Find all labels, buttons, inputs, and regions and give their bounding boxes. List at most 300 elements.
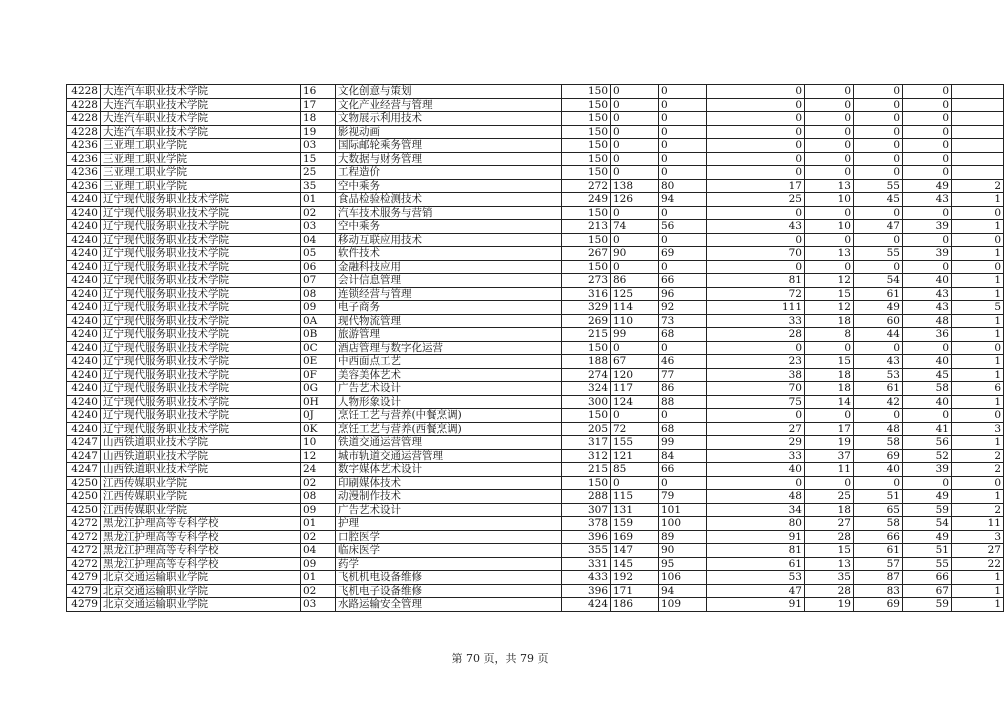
school-name-cell: 辽宁现代服务职业技术学院 <box>101 301 301 315</box>
admission-data-table <box>66 84 1004 612</box>
score-col-b-cell: 0 <box>805 409 854 423</box>
table-row <box>67 125 1004 139</box>
score-col-d-cell: 51 <box>903 544 952 558</box>
score-col-d-cell: 59 <box>903 598 952 612</box>
applicants-cell: 169 <box>611 530 659 544</box>
score-col-d-cell: 52 <box>903 449 952 463</box>
score-col-b-cell: 28 <box>805 530 854 544</box>
score-col-a-cell: 0 <box>707 260 805 274</box>
score-col-b-cell: 13 <box>805 557 854 571</box>
score-col-d-cell: 49 <box>903 179 952 193</box>
score-col-b-cell: 0 <box>805 476 854 490</box>
score-col-b-cell: 10 <box>805 220 854 234</box>
school-name-cell: 三亚理工职业学院 <box>101 139 301 153</box>
plan-count-cell: 273 <box>562 274 611 288</box>
score-col-c-cell: 45 <box>854 193 903 207</box>
school-name-cell: 大连汽车职业技术学院 <box>101 85 301 99</box>
school-name-cell: 黑龙江护理高等专科学校 <box>101 517 301 531</box>
score-col-a-cell: 81 <box>707 544 805 558</box>
score-col-d-cell: 39 <box>903 247 952 261</box>
admitted-cell: 0 <box>659 409 707 423</box>
score-col-c-cell: 0 <box>854 98 903 112</box>
table-row <box>67 314 1004 328</box>
score-col-e-cell: 6 <box>952 382 1004 396</box>
school-code-cell: 4228 <box>67 112 101 126</box>
score-col-a-cell: 17 <box>707 179 805 193</box>
school-name-cell: 黑龙江护理高等专科学校 <box>101 544 301 558</box>
major-code-cell: 09 <box>301 301 336 315</box>
score-col-d-cell: 45 <box>903 368 952 382</box>
plan-count-cell: 150 <box>562 166 611 180</box>
major-name-cell: 金融科技应用 <box>336 260 562 274</box>
score-col-b-cell: 18 <box>805 368 854 382</box>
admitted-cell: 0 <box>659 166 707 180</box>
score-col-d-cell: 0 <box>903 476 952 490</box>
admitted-cell: 80 <box>659 179 707 193</box>
score-col-a-cell: 43 <box>707 220 805 234</box>
score-col-e-cell: 0 <box>952 260 1004 274</box>
score-col-a-cell: 91 <box>707 530 805 544</box>
table-row <box>67 449 1004 463</box>
score-col-b-cell: 10 <box>805 193 854 207</box>
score-col-d-cell: 40 <box>903 274 952 288</box>
admitted-cell: 0 <box>659 98 707 112</box>
applicants-cell: 0 <box>611 409 659 423</box>
applicants-cell: 0 <box>611 85 659 99</box>
plan-count-cell: 267 <box>562 247 611 261</box>
major-name-cell: 广告艺术设计 <box>336 382 562 396</box>
plan-count-cell: 150 <box>562 125 611 139</box>
school-code-cell: 4250 <box>67 503 101 517</box>
major-code-cell: 10 <box>301 436 336 450</box>
applicants-cell: 0 <box>611 341 659 355</box>
score-col-d-cell: 0 <box>903 112 952 126</box>
school-name-cell: 辽宁现代服务职业技术学院 <box>101 220 301 234</box>
table-row <box>67 328 1004 342</box>
admitted-cell: 0 <box>659 152 707 166</box>
score-col-b-cell: 14 <box>805 395 854 409</box>
school-code-cell: 4272 <box>67 530 101 544</box>
applicants-cell: 192 <box>611 571 659 585</box>
score-col-e-cell <box>952 152 1004 166</box>
table-row <box>67 247 1004 261</box>
plan-count-cell: 213 <box>562 220 611 234</box>
school-code-cell: 4240 <box>67 382 101 396</box>
admitted-cell: 95 <box>659 557 707 571</box>
major-code-cell: 02 <box>301 530 336 544</box>
school-code-cell: 4228 <box>67 85 101 99</box>
major-name-cell: 水路运输安全管理 <box>336 598 562 612</box>
table-row <box>67 557 1004 571</box>
score-col-c-cell: 0 <box>854 409 903 423</box>
score-col-c-cell: 0 <box>854 476 903 490</box>
score-col-c-cell: 61 <box>854 287 903 301</box>
score-col-c-cell: 53 <box>854 368 903 382</box>
major-name-cell: 数字媒体艺术设计 <box>336 463 562 477</box>
school-name-cell: 辽宁现代服务职业技术学院 <box>101 260 301 274</box>
school-name-cell: 辽宁现代服务职业技术学院 <box>101 368 301 382</box>
major-code-cell: 09 <box>301 557 336 571</box>
score-col-e-cell: 1 <box>952 355 1004 369</box>
major-code-cell: 02 <box>301 476 336 490</box>
score-col-c-cell: 83 <box>854 584 903 598</box>
score-col-b-cell: 0 <box>805 233 854 247</box>
school-name-cell: 山西铁道职业技术学院 <box>101 463 301 477</box>
score-col-a-cell: 0 <box>707 166 805 180</box>
admitted-cell: 90 <box>659 544 707 558</box>
table-row <box>67 463 1004 477</box>
score-col-d-cell: 39 <box>903 463 952 477</box>
school-code-cell: 4236 <box>67 152 101 166</box>
table-row <box>67 112 1004 126</box>
school-code-cell: 4240 <box>67 233 101 247</box>
score-col-b-cell: 0 <box>805 139 854 153</box>
major-code-cell: 01 <box>301 517 336 531</box>
applicants-cell: 0 <box>611 152 659 166</box>
score-col-e-cell: 1 <box>952 368 1004 382</box>
major-name-cell: 广告艺术设计 <box>336 503 562 517</box>
plan-count-cell: 396 <box>562 584 611 598</box>
major-name-cell: 软件技术 <box>336 247 562 261</box>
applicants-cell: 74 <box>611 220 659 234</box>
table-row <box>67 584 1004 598</box>
score-col-c-cell: 0 <box>854 125 903 139</box>
major-name-cell: 酒店管理与数字化运营 <box>336 341 562 355</box>
table-row <box>67 436 1004 450</box>
score-col-e-cell: 3 <box>952 422 1004 436</box>
admitted-cell: 0 <box>659 139 707 153</box>
plan-count-cell: 150 <box>562 260 611 274</box>
school-name-cell: 江西传媒职业学院 <box>101 490 301 504</box>
admitted-cell: 46 <box>659 355 707 369</box>
school-code-cell: 4240 <box>67 193 101 207</box>
score-col-b-cell: 19 <box>805 436 854 450</box>
school-name-cell: 辽宁现代服务职业技术学院 <box>101 193 301 207</box>
major-name-cell: 旅游管理 <box>336 328 562 342</box>
applicants-cell: 85 <box>611 463 659 477</box>
admitted-cell: 94 <box>659 584 707 598</box>
applicants-cell: 121 <box>611 449 659 463</box>
school-code-cell: 4279 <box>67 598 101 612</box>
school-code-cell: 4240 <box>67 314 101 328</box>
school-code-cell: 4236 <box>67 139 101 153</box>
major-code-cell: 07 <box>301 274 336 288</box>
major-code-cell: 0G <box>301 382 336 396</box>
applicants-cell: 147 <box>611 544 659 558</box>
applicants-cell: 110 <box>611 314 659 328</box>
major-name-cell: 连锁经营与管理 <box>336 287 562 301</box>
score-col-a-cell: 34 <box>707 503 805 517</box>
score-col-d-cell: 67 <box>903 584 952 598</box>
major-code-cell: 16 <box>301 85 336 99</box>
admitted-cell: 96 <box>659 287 707 301</box>
major-name-cell: 文化产业经营与管理 <box>336 98 562 112</box>
admitted-cell: 66 <box>659 274 707 288</box>
table-row <box>67 233 1004 247</box>
score-col-b-cell: 0 <box>805 341 854 355</box>
score-col-d-cell: 66 <box>903 571 952 585</box>
school-name-cell: 辽宁现代服务职业技术学院 <box>101 422 301 436</box>
school-name-cell: 江西传媒职业学院 <box>101 476 301 490</box>
school-name-cell: 江西传媒职业学院 <box>101 503 301 517</box>
plan-count-cell: 150 <box>562 409 611 423</box>
major-code-cell: 17 <box>301 98 336 112</box>
plan-count-cell: 215 <box>562 463 611 477</box>
score-col-a-cell: 0 <box>707 112 805 126</box>
major-code-cell: 18 <box>301 112 336 126</box>
admitted-cell: 0 <box>659 112 707 126</box>
school-name-cell: 辽宁现代服务职业技术学院 <box>101 247 301 261</box>
major-code-cell: 0A <box>301 314 336 328</box>
school-name-cell: 大连汽车职业技术学院 <box>101 98 301 112</box>
school-name-cell: 北京交通运输职业学院 <box>101 598 301 612</box>
admitted-cell: 0 <box>659 206 707 220</box>
admitted-cell: 100 <box>659 517 707 531</box>
school-name-cell: 辽宁现代服务职业技术学院 <box>101 314 301 328</box>
score-col-a-cell: 0 <box>707 139 805 153</box>
school-code-cell: 4240 <box>67 206 101 220</box>
score-col-a-cell: 47 <box>707 584 805 598</box>
admitted-cell: 77 <box>659 368 707 382</box>
score-col-c-cell: 60 <box>854 314 903 328</box>
major-name-cell: 烹饪工艺与营养(西餐烹调) <box>336 422 562 436</box>
major-name-cell: 飞机电子设备维修 <box>336 584 562 598</box>
applicants-cell: 124 <box>611 395 659 409</box>
score-col-a-cell: 0 <box>707 233 805 247</box>
score-col-b-cell: 17 <box>805 422 854 436</box>
applicants-cell: 114 <box>611 301 659 315</box>
plan-count-cell: 424 <box>562 598 611 612</box>
school-name-cell: 三亚理工职业学院 <box>101 166 301 180</box>
school-name-cell: 辽宁现代服务职业技术学院 <box>101 206 301 220</box>
score-col-c-cell: 0 <box>854 166 903 180</box>
admitted-cell: 92 <box>659 301 707 315</box>
score-col-c-cell: 55 <box>854 179 903 193</box>
score-col-b-cell: 15 <box>805 544 854 558</box>
plan-count-cell: 188 <box>562 355 611 369</box>
applicants-cell: 99 <box>611 328 659 342</box>
plan-count-cell: 307 <box>562 503 611 517</box>
plan-count-cell: 269 <box>562 314 611 328</box>
score-col-d-cell: 36 <box>903 328 952 342</box>
score-col-b-cell: 0 <box>805 112 854 126</box>
plan-count-cell: 150 <box>562 476 611 490</box>
score-col-c-cell: 58 <box>854 517 903 531</box>
admitted-cell: 68 <box>659 422 707 436</box>
plan-count-cell: 249 <box>562 193 611 207</box>
table-row <box>67 260 1004 274</box>
applicants-cell: 155 <box>611 436 659 450</box>
score-col-e-cell: 22 <box>952 557 1004 571</box>
major-code-cell: 25 <box>301 166 336 180</box>
score-col-b-cell: 0 <box>805 260 854 274</box>
applicants-cell: 125 <box>611 287 659 301</box>
plan-count-cell: 288 <box>562 490 611 504</box>
table-row <box>67 287 1004 301</box>
plan-count-cell: 150 <box>562 341 611 355</box>
major-code-cell: 0J <box>301 409 336 423</box>
score-col-b-cell: 0 <box>805 125 854 139</box>
score-col-a-cell: 48 <box>707 490 805 504</box>
school-name-cell: 辽宁现代服务职业技术学院 <box>101 233 301 247</box>
major-code-cell: 0F <box>301 368 336 382</box>
score-col-c-cell: 57 <box>854 557 903 571</box>
school-name-cell: 辽宁现代服务职业技术学院 <box>101 274 301 288</box>
major-code-cell: 03 <box>301 139 336 153</box>
school-name-cell: 辽宁现代服务职业技术学院 <box>101 341 301 355</box>
table-row <box>67 368 1004 382</box>
score-col-e-cell: 1 <box>952 436 1004 450</box>
applicants-cell: 86 <box>611 274 659 288</box>
major-name-cell: 美容美体艺术 <box>336 368 562 382</box>
plan-count-cell: 300 <box>562 395 611 409</box>
admitted-cell: 89 <box>659 530 707 544</box>
admitted-cell: 94 <box>659 193 707 207</box>
school-name-cell: 大连汽车职业技术学院 <box>101 112 301 126</box>
score-col-b-cell: 27 <box>805 517 854 531</box>
major-name-cell: 中西面点工艺 <box>336 355 562 369</box>
score-col-c-cell: 0 <box>854 152 903 166</box>
major-name-cell: 城市轨道交通运营管理 <box>336 449 562 463</box>
table-row <box>67 409 1004 423</box>
plan-count-cell: 378 <box>562 517 611 531</box>
score-col-b-cell: 18 <box>805 314 854 328</box>
score-col-e-cell: 1 <box>952 571 1004 585</box>
score-col-a-cell: 70 <box>707 382 805 396</box>
table-row <box>67 598 1004 612</box>
plan-count-cell: 150 <box>562 233 611 247</box>
score-col-e-cell: 0 <box>952 233 1004 247</box>
score-col-c-cell: 66 <box>854 530 903 544</box>
table-row <box>67 206 1004 220</box>
score-col-e-cell: 1 <box>952 490 1004 504</box>
score-col-c-cell: 0 <box>854 112 903 126</box>
score-col-d-cell: 41 <box>903 422 952 436</box>
table-row <box>67 85 1004 99</box>
score-col-a-cell: 0 <box>707 152 805 166</box>
major-code-cell: 03 <box>301 598 336 612</box>
school-code-cell: 4240 <box>67 422 101 436</box>
table-row <box>67 179 1004 193</box>
score-col-a-cell: 33 <box>707 314 805 328</box>
school-code-cell: 4240 <box>67 287 101 301</box>
score-col-a-cell: 91 <box>707 598 805 612</box>
major-code-cell: 04 <box>301 544 336 558</box>
score-col-d-cell: 0 <box>903 139 952 153</box>
score-col-e-cell: 1 <box>952 395 1004 409</box>
major-code-cell: 15 <box>301 152 336 166</box>
school-name-cell: 黑龙江护理高等专科学校 <box>101 557 301 571</box>
school-name-cell: 山西铁道职业技术学院 <box>101 436 301 450</box>
score-col-a-cell: 23 <box>707 355 805 369</box>
table-row <box>67 571 1004 585</box>
score-col-c-cell: 0 <box>854 85 903 99</box>
score-col-c-cell: 69 <box>854 449 903 463</box>
score-col-a-cell: 40 <box>707 463 805 477</box>
score-col-b-cell: 0 <box>805 166 854 180</box>
school-name-cell: 辽宁现代服务职业技术学院 <box>101 395 301 409</box>
score-col-e-cell: 2 <box>952 463 1004 477</box>
table-row <box>67 166 1004 180</box>
score-col-d-cell: 43 <box>903 193 952 207</box>
score-col-c-cell: 58 <box>854 436 903 450</box>
score-col-c-cell: 40 <box>854 463 903 477</box>
school-code-cell: 4240 <box>67 301 101 315</box>
major-code-cell: 0B <box>301 328 336 342</box>
score-col-d-cell: 54 <box>903 517 952 531</box>
school-code-cell: 4272 <box>67 517 101 531</box>
school-name-cell: 辽宁现代服务职业技术学院 <box>101 287 301 301</box>
school-name-cell: 黑龙江护理高等专科学校 <box>101 530 301 544</box>
score-col-e-cell: 5 <box>952 301 1004 315</box>
score-col-e-cell: 0 <box>952 341 1004 355</box>
school-name-cell: 北京交通运输职业学院 <box>101 571 301 585</box>
score-col-b-cell: 18 <box>805 503 854 517</box>
plan-count-cell: 316 <box>562 287 611 301</box>
major-code-cell: 12 <box>301 449 336 463</box>
score-col-a-cell: 0 <box>707 341 805 355</box>
applicants-cell: 159 <box>611 517 659 531</box>
major-code-cell: 03 <box>301 220 336 234</box>
major-name-cell: 大数据与财务管理 <box>336 152 562 166</box>
school-code-cell: 4240 <box>67 260 101 274</box>
school-name-cell: 山西铁道职业技术学院 <box>101 449 301 463</box>
major-code-cell: 04 <box>301 233 336 247</box>
score-col-b-cell: 35 <box>805 571 854 585</box>
score-col-c-cell: 44 <box>854 328 903 342</box>
plan-count-cell: 150 <box>562 112 611 126</box>
major-name-cell: 人物形象设计 <box>336 395 562 409</box>
plan-count-cell: 205 <box>562 422 611 436</box>
score-col-d-cell: 0 <box>903 260 952 274</box>
admitted-cell: 66 <box>659 463 707 477</box>
score-col-e-cell: 11 <box>952 517 1004 531</box>
score-col-a-cell: 0 <box>707 125 805 139</box>
table-row <box>67 476 1004 490</box>
plan-count-cell: 312 <box>562 449 611 463</box>
score-col-c-cell: 0 <box>854 233 903 247</box>
applicants-cell: 115 <box>611 490 659 504</box>
score-col-d-cell: 0 <box>903 152 952 166</box>
table-row <box>67 341 1004 355</box>
score-col-e-cell <box>952 125 1004 139</box>
score-col-a-cell: 0 <box>707 476 805 490</box>
school-code-cell: 4250 <box>67 476 101 490</box>
score-col-e-cell <box>952 166 1004 180</box>
score-col-b-cell: 12 <box>805 301 854 315</box>
table-row <box>67 422 1004 436</box>
score-col-a-cell: 33 <box>707 449 805 463</box>
school-code-cell: 4240 <box>67 409 101 423</box>
score-col-d-cell: 43 <box>903 287 952 301</box>
major-name-cell: 影视动画 <box>336 125 562 139</box>
applicants-cell: 0 <box>611 233 659 247</box>
score-col-a-cell: 0 <box>707 85 805 99</box>
applicants-cell: 0 <box>611 112 659 126</box>
major-name-cell: 印刷媒体技术 <box>336 476 562 490</box>
table-row <box>67 301 1004 315</box>
score-col-d-cell: 0 <box>903 233 952 247</box>
page-number-footer: 第 70 页，共 79 页 <box>451 652 549 665</box>
plan-count-cell: 331 <box>562 557 611 571</box>
score-col-e-cell: 1 <box>952 274 1004 288</box>
admitted-cell: 0 <box>659 341 707 355</box>
admitted-cell: 86 <box>659 382 707 396</box>
applicants-cell: 0 <box>611 139 659 153</box>
school-name-cell: 辽宁现代服务职业技术学院 <box>101 409 301 423</box>
score-col-c-cell: 0 <box>854 139 903 153</box>
applicants-cell: 72 <box>611 422 659 436</box>
